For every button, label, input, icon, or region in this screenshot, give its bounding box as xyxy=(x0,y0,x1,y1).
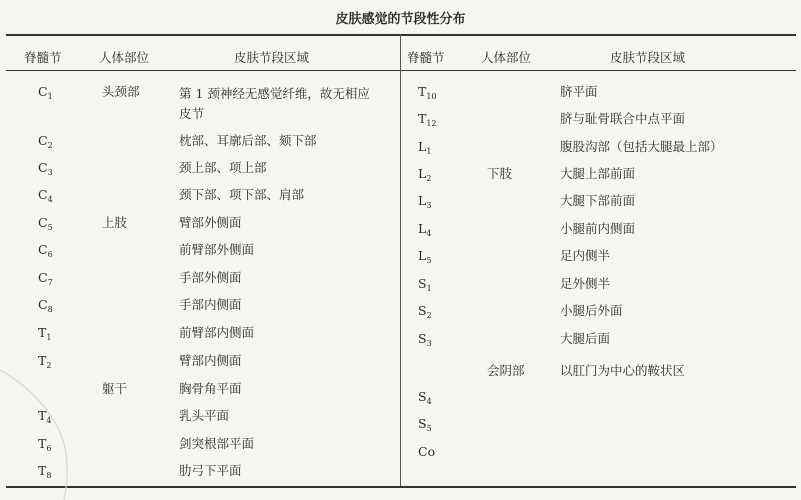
segment-letter: C xyxy=(38,187,48,202)
skin-region-cell: 脐平面 xyxy=(560,84,598,99)
header-body-part-right: 人体部位 xyxy=(481,50,532,65)
skin-region-cell: 肋弓下平面 xyxy=(179,463,242,478)
segment-number: 5 xyxy=(47,223,53,232)
segment-letter: Co xyxy=(418,444,436,459)
segment-letter: T xyxy=(38,463,47,478)
segment-number: 10 xyxy=(426,92,437,101)
skin-region-cell: 剑突根部平面 xyxy=(179,436,255,451)
segment-number: 2 xyxy=(426,174,432,183)
segment-cell xyxy=(418,166,431,187)
skin-region-cell: 颈上部、项上部 xyxy=(179,160,267,175)
segment-number: 1 xyxy=(426,284,432,293)
segment-cell xyxy=(38,242,53,263)
segment-cell xyxy=(418,248,431,269)
segment-letter: C xyxy=(38,160,48,175)
segment-letter: L xyxy=(418,166,427,181)
segment-cell xyxy=(418,331,432,352)
segment-letter: T xyxy=(38,353,47,368)
skin-region-cell: 第 1 颈神经无感觉纤维，故无相应皮节 xyxy=(179,86,370,121)
header-segment-left: 脊髓节 xyxy=(24,50,62,65)
body-part-cell: 头颈部 xyxy=(102,84,140,99)
skin-region-cell: 前臂部外侧面 xyxy=(179,242,255,257)
segment-cell xyxy=(418,416,432,437)
segment-number: 1 xyxy=(47,92,53,101)
skin-region-cell: 臂部内侧面 xyxy=(179,353,242,368)
segment-letter: L xyxy=(418,221,427,236)
segment-number: 7 xyxy=(47,278,53,287)
segment-letter: L xyxy=(418,248,427,263)
header-segment-right: 脊髓节 xyxy=(407,50,445,65)
segment-number: 6 xyxy=(47,250,53,259)
segment-number: 3 xyxy=(426,201,432,210)
skin-region-cell: 颈下部、项下部、肩部 xyxy=(179,187,305,202)
segment-letter: L xyxy=(418,193,427,208)
skin-region-cell: 小腿后外面 xyxy=(560,303,623,318)
segment-number: 3 xyxy=(47,168,53,177)
segment-number: 2 xyxy=(47,141,53,150)
segment-letter: T xyxy=(38,325,47,340)
segment-cell xyxy=(38,270,53,291)
column-divider xyxy=(400,34,401,486)
skin-region-cell: 胸骨角平面 xyxy=(179,381,242,396)
segment-number: 1 xyxy=(46,333,52,342)
segment-cell xyxy=(38,215,53,236)
skin-region-cell: 手部外侧面 xyxy=(179,270,242,285)
segment-cell xyxy=(418,111,437,132)
body-part-cell: 上肢 xyxy=(102,215,128,230)
segment-letter: C xyxy=(38,215,48,230)
segment-cell xyxy=(418,276,432,297)
skin-region-cell: 足外侧半 xyxy=(560,276,611,291)
segment-letter: C xyxy=(38,270,48,285)
segment-cell xyxy=(418,221,431,242)
segment-letter: S xyxy=(418,276,427,291)
table-top-rule xyxy=(6,34,796,36)
skin-region-cell: 以肛门为中心的鞍状区 xyxy=(560,363,686,378)
segment-cell xyxy=(418,193,431,214)
segment-cell xyxy=(38,436,51,457)
segment-letter: T xyxy=(418,111,427,126)
segment-letter: S xyxy=(418,303,427,318)
skin-region-cell: 前臂部内侧面 xyxy=(179,325,255,340)
segment-letter: L xyxy=(418,139,427,154)
segment-number: 8 xyxy=(46,471,52,480)
segment-cell xyxy=(38,84,53,105)
skin-region-cell: 小腿前内侧面 xyxy=(560,221,636,236)
body-part-cell: 下肢 xyxy=(487,166,513,181)
segment-cell xyxy=(418,444,435,460)
segment-cell xyxy=(38,297,53,318)
segment-letter: C xyxy=(38,297,48,312)
segment-letter: C xyxy=(38,133,48,148)
segment-cell xyxy=(38,325,51,346)
skin-region-cell: 大腿上部前面 xyxy=(560,166,636,181)
segment-number: 5 xyxy=(426,256,432,265)
skin-region-cell: 大腿下部前面 xyxy=(560,193,636,208)
segment-cell xyxy=(38,160,53,181)
table-bottom-rule xyxy=(6,486,796,488)
segment-number: 12 xyxy=(426,119,437,128)
segment-cell xyxy=(418,389,432,410)
skin-region-cell: 枕部、耳廓后部、颏下部 xyxy=(179,133,317,148)
segment-letter: S xyxy=(418,416,427,431)
segment-number: 4 xyxy=(47,195,53,204)
segment-number: 1 xyxy=(426,147,432,156)
header-body-part-left: 人体部位 xyxy=(99,50,150,65)
segment-number: 4 xyxy=(46,416,52,425)
table-title: 皮肤感觉的节段性分布 xyxy=(335,12,466,27)
skin-region-cell: 臂部外侧面 xyxy=(179,215,242,230)
segment-letter: T xyxy=(38,436,47,451)
segment-number: 4 xyxy=(426,229,432,238)
segment-cell xyxy=(38,353,51,374)
segment-letter: S xyxy=(418,389,427,404)
segment-number: 3 xyxy=(426,339,432,348)
header-skin-region-right: 皮肤节段区域 xyxy=(610,50,686,65)
segment-cell xyxy=(418,303,432,324)
segment-number: 8 xyxy=(47,305,53,314)
skin-region-cell: 大腿后面 xyxy=(560,331,611,346)
segment-cell xyxy=(38,187,53,208)
segment-number: 6 xyxy=(46,444,52,453)
skin-region-cell: 腹股沟部（包括大腿最上部） xyxy=(560,139,723,154)
skin-region-cell: 乳头平面 xyxy=(179,408,230,423)
segment-letter: C xyxy=(38,242,48,257)
segment-cell xyxy=(418,139,431,160)
segment-number: 2 xyxy=(46,361,52,370)
segment-cell xyxy=(38,408,51,429)
header-skin-region-left: 皮肤节段区域 xyxy=(234,50,310,65)
segment-cell xyxy=(38,463,51,484)
segment-letter: C xyxy=(38,84,48,99)
segment-number: 2 xyxy=(426,311,432,320)
segment-number: 4 xyxy=(426,397,432,406)
body-part-cell: 躯干 xyxy=(102,381,128,396)
body-part-cell: 会阴部 xyxy=(487,363,525,378)
header-rule xyxy=(6,70,796,71)
segment-letter: T xyxy=(38,408,47,423)
segment-number: 5 xyxy=(426,424,432,433)
segment-cell xyxy=(418,84,437,105)
skin-region-cell: 脐与耻骨联合中点平面 xyxy=(560,111,686,126)
skin-region-cell: 足内侧半 xyxy=(560,248,611,263)
segment-letter: T xyxy=(418,84,427,99)
segment-letter: S xyxy=(418,331,427,346)
skin-region-cell: 手部内侧面 xyxy=(179,297,242,312)
segment-cell xyxy=(38,133,53,154)
